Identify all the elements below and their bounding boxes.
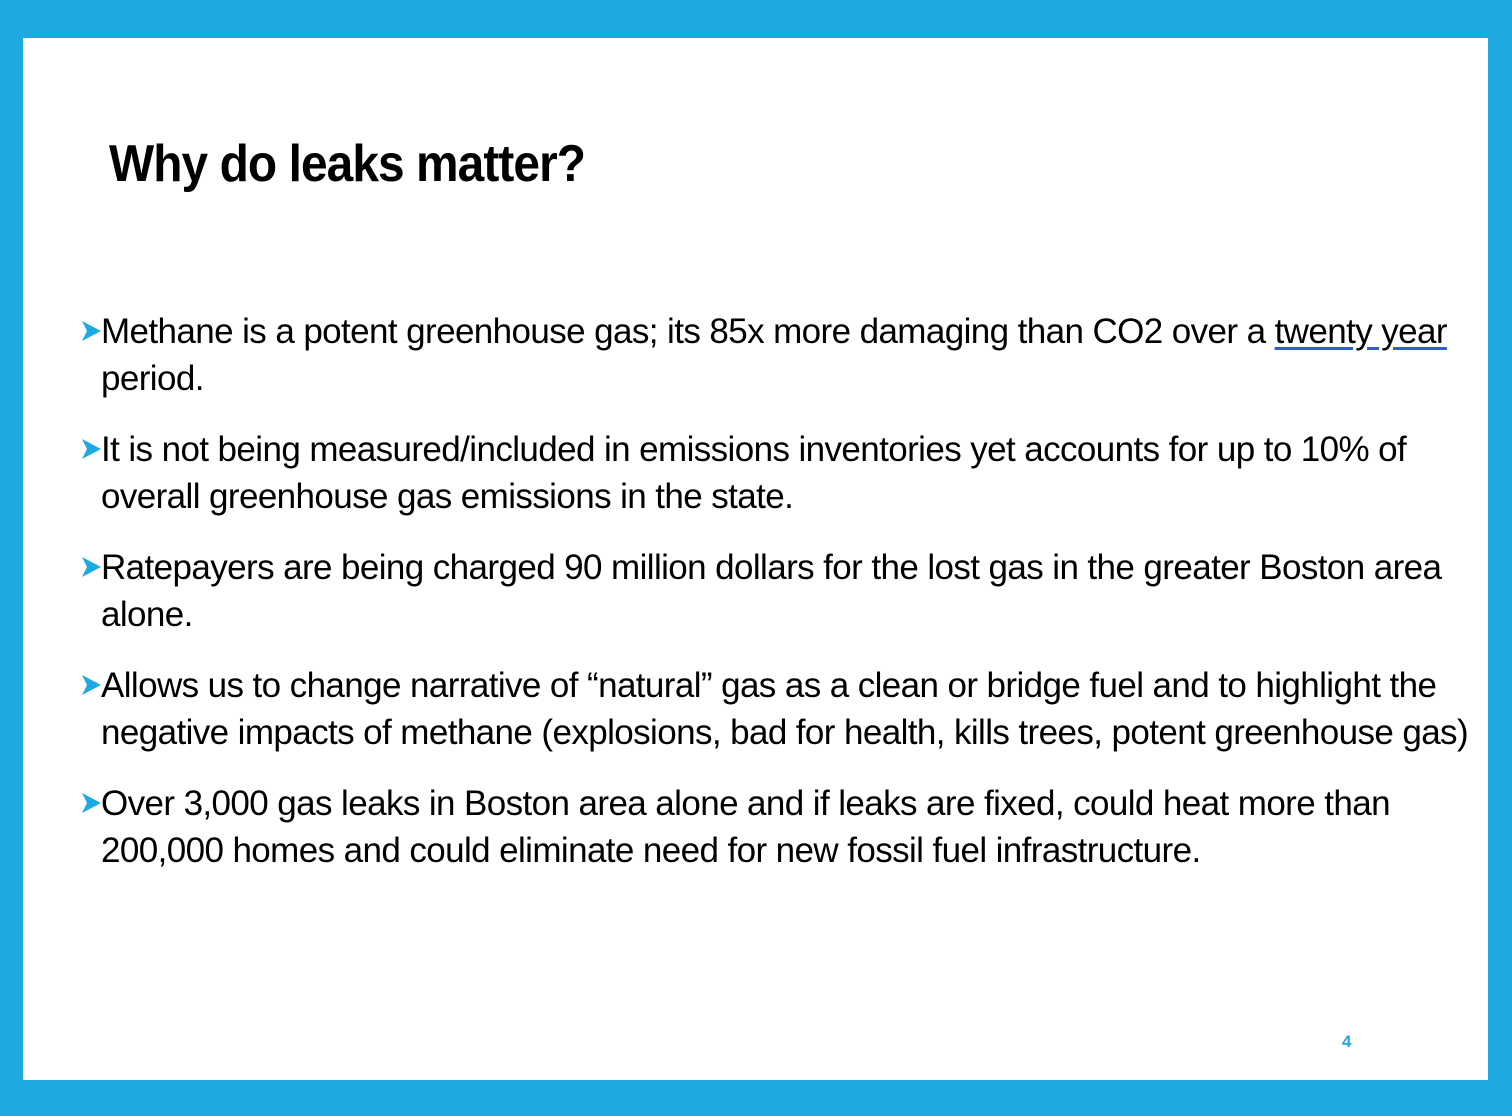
arrow-bullet-icon — [79, 791, 103, 815]
bullet-text: It is not being measured/included in emissions inventories yet accounts for up to 10% of overall greenhouse gas emissions in the state. — [101, 430, 1407, 516]
bullet-item-methane — [79, 308, 1469, 402]
bullet-text — [101, 312, 1447, 398]
arrow-bullet-icon — [79, 555, 103, 579]
bullet-item-ratepayers — [79, 544, 1469, 638]
bullet-item-narrative — [79, 662, 1469, 756]
slide — [23, 38, 1488, 1080]
bullet-text-before: Methane is a potent greenhouse gas; its 85x more damaging than CO2 over a — [101, 312, 1275, 351]
slide-title: Why do leaks matter? — [109, 135, 586, 193]
arrow-bullet-icon — [79, 319, 103, 343]
arrow-bullet-icon — [79, 673, 103, 697]
bullet-list — [79, 308, 1469, 898]
bullet-item-leaks-count — [79, 780, 1469, 874]
bullet-text: Over 3,000 gas leaks in Boston area alone and if leaks are fixed, could heat more than 200,000 homes and could eliminate need for new fossil fuel infrastructure. — [101, 784, 1390, 870]
bullet-text: Allows us to change narrative of “natural” gas as a clean or bridge fuel and to highlight the negative impacts of methane (explosions, bad for health, kills trees, potent greenhouse gas) — [101, 666, 1469, 752]
arrow-bullet-icon — [79, 437, 103, 461]
page-number: 4 — [1342, 1032, 1352, 1051]
bullet-text: Ratepayers are being charged 90 million dollars for the lost gas in the greater Boston area alone. — [101, 548, 1442, 634]
bullet-text-after: period. — [101, 359, 204, 398]
twenty-year-link[interactable]: twenty year — [1274, 312, 1447, 351]
bullet-item-inventories — [79, 426, 1469, 520]
